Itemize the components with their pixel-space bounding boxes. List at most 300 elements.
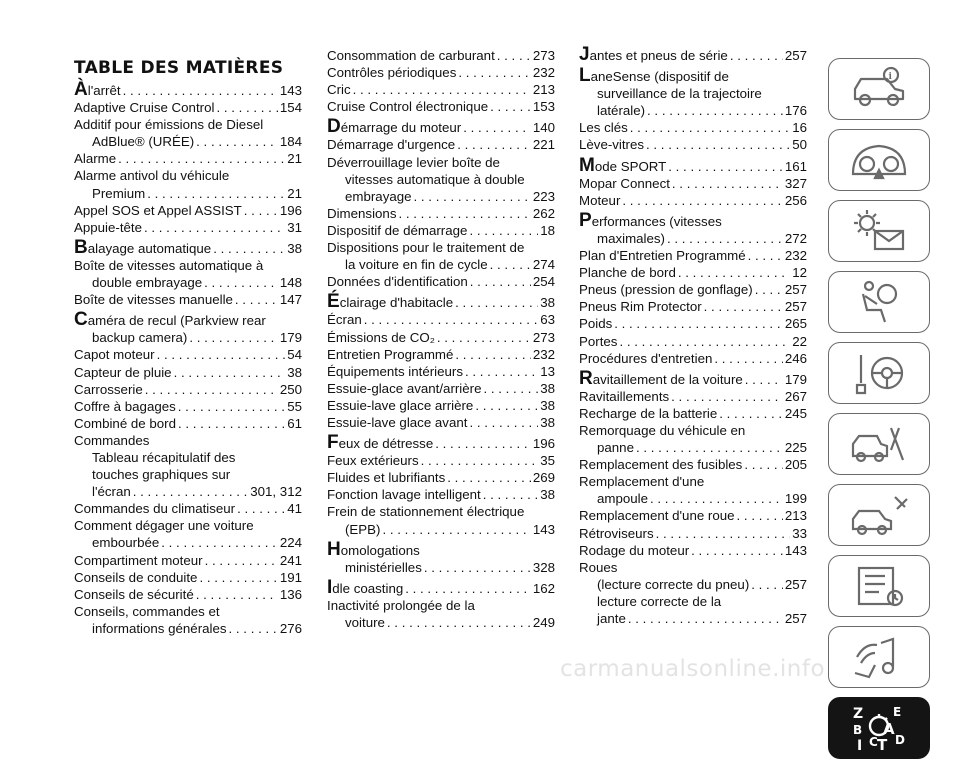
toc-line [74, 364, 302, 381]
toc-entry-label [579, 44, 728, 65]
dot-leader [619, 333, 790, 350]
page-number: 38 [287, 364, 302, 380]
toc-line [579, 473, 807, 490]
toc-line [579, 65, 807, 87]
index-letter-d: D [895, 733, 905, 747]
toc-entry [579, 525, 807, 542]
toc-entry-text: Entretien Programmé [327, 346, 454, 362]
index-letter-b: B [853, 723, 863, 737]
toc-line [327, 222, 555, 239]
dot-leader [133, 483, 248, 500]
toc-line [74, 449, 302, 466]
dot-leader [636, 439, 783, 456]
dashboard-warning-icon [847, 136, 911, 184]
toc-entry-text: Moteur [579, 192, 621, 208]
page-number: 35 [540, 453, 555, 469]
page-number: 199 [784, 491, 807, 507]
toc-line [74, 466, 302, 483]
toc-entry [579, 315, 807, 332]
toc-line [327, 291, 555, 313]
toc-entry-label [327, 397, 473, 414]
toc-entry-label [327, 81, 351, 98]
toc-line [327, 273, 555, 290]
toc-entry-label [597, 576, 749, 593]
toc-line [74, 415, 302, 432]
toc-entry-label [579, 422, 745, 439]
toc-entry-label [579, 525, 654, 542]
dot-leader [714, 350, 782, 367]
toc-entry [74, 291, 302, 308]
dot-leader [387, 614, 531, 631]
toc-entry-label [74, 116, 263, 133]
toc-line [579, 154, 807, 176]
toc-entry [74, 432, 302, 500]
page-number: 272 [784, 230, 807, 246]
toc-entry [74, 99, 302, 116]
dot-leader [147, 185, 285, 202]
toc-entry-label [327, 329, 435, 346]
toc-line [327, 239, 555, 256]
index-letter-a: A [883, 720, 895, 738]
page-number: 249 [532, 615, 555, 630]
toc-entry-label [327, 414, 467, 431]
toc-entry-text: surveillance de la trajectoire [597, 86, 762, 102]
page-number: 196 [279, 202, 302, 218]
dot-leader [671, 388, 783, 405]
toc-entry-label [327, 239, 524, 256]
toc-entry-label [92, 274, 202, 291]
dot-leader [678, 264, 790, 281]
toc-entry [327, 290, 555, 311]
toc-entry-text: ode SPORT [594, 158, 667, 174]
toc-entry [327, 64, 555, 81]
toc-entry-label [345, 171, 525, 188]
page-number: 143 [784, 542, 807, 558]
dot-leader [196, 133, 278, 150]
toc-line [579, 85, 807, 102]
toc-entry [327, 311, 555, 328]
toc-entry-text: Émissions de CO₂ [327, 329, 435, 345]
toc-entry-label [74, 257, 263, 274]
page-number: 176 [784, 103, 807, 119]
dot-leader [490, 98, 531, 115]
page-number: 38 [540, 487, 555, 503]
toc-entry-text: (lecture correcte du pneu) [597, 576, 750, 592]
toc-line [579, 44, 807, 65]
toc-entry-label [327, 538, 420, 560]
toc-entry-text: jante [597, 611, 626, 626]
toc-entry-text: Alarme antivol du véhicule [74, 168, 230, 184]
dot-leader [145, 381, 278, 398]
dot-leader [463, 119, 531, 136]
toc-entry [327, 205, 555, 222]
tab-index[interactable] [828, 697, 930, 759]
toc-line [327, 521, 555, 538]
toc-entry-text: Remplacement des fusibles [579, 457, 743, 473]
toc-entry-text: alayage automatique [87, 240, 212, 256]
toc-entry-text: Essuie-lave glace arrière [327, 397, 474, 413]
toc-entry-label [579, 507, 735, 524]
page-number: 274 [532, 257, 555, 273]
dot-leader [405, 580, 531, 597]
dot-leader [235, 291, 278, 308]
tab-multimedia[interactable] [828, 626, 930, 688]
page-number: 63 [540, 312, 555, 328]
page-number: 153 [532, 99, 555, 115]
toc-entry [74, 257, 302, 291]
toc-entry-label [345, 256, 488, 273]
toc-entry [74, 167, 302, 201]
toc-entry-text: dle coasting [332, 580, 404, 596]
toc-line [327, 380, 555, 397]
toc-initial-letter: D [327, 116, 341, 138]
toc-line [74, 534, 302, 551]
page-number: 257 [784, 282, 807, 298]
toc-entry [327, 81, 555, 98]
dot-leader [437, 329, 531, 346]
toc-line [579, 593, 807, 610]
index-letter-z: Z [853, 706, 864, 722]
toc-line [579, 192, 807, 209]
toc-entry-label [327, 222, 467, 239]
toc-entry-text: Planche de bord [579, 265, 676, 281]
toc-entry-label [579, 315, 612, 332]
dot-leader [205, 552, 278, 569]
dot-leader [458, 64, 530, 81]
toc-entry [74, 586, 302, 603]
toc-entry-label [597, 230, 665, 247]
toc-entry [579, 281, 807, 298]
page-number: 232 [532, 346, 555, 362]
page-number: 54 [287, 347, 302, 363]
page-number: 38 [540, 295, 555, 311]
toc-entry-label [92, 466, 230, 483]
toc-line [579, 388, 807, 405]
dot-leader [123, 82, 278, 99]
toc-line [74, 309, 302, 331]
page-number: 257 [784, 576, 807, 592]
toc-entry-text: Poids [579, 316, 613, 332]
toc-entry-label [579, 350, 712, 367]
tab-dashboard[interactable] [828, 129, 930, 191]
tab-lights-messages[interactable] [828, 200, 930, 262]
toc-entry-label [327, 64, 456, 81]
toc-entry [327, 414, 555, 431]
page-number: 213 [532, 82, 555, 98]
dot-leader [414, 188, 531, 205]
page-number: 50 [792, 137, 807, 153]
toc-line [579, 456, 807, 473]
toc-line [327, 136, 555, 153]
toc-line [74, 274, 302, 291]
toc-line [74, 603, 302, 620]
dot-leader [196, 586, 278, 603]
toc-line [327, 311, 555, 328]
tab-technical-specs[interactable] [828, 555, 930, 617]
toc-entry-label [74, 99, 214, 116]
page-number: 161 [784, 158, 807, 174]
toc-line [327, 397, 555, 414]
toc-line [74, 167, 302, 184]
toc-line [74, 569, 302, 586]
tab-emergency[interactable] [828, 413, 930, 475]
dot-leader [465, 363, 538, 380]
dot-leader [475, 397, 538, 414]
car-info-icon [847, 65, 911, 113]
dot-leader [189, 329, 277, 346]
page-number: 147 [279, 292, 302, 308]
toc-line [327, 116, 555, 138]
toc-entry-text: Les clés [579, 120, 628, 136]
page-number: 38 [540, 380, 555, 396]
page-number: 221 [532, 137, 555, 153]
toc-entry [327, 469, 555, 486]
page-number: 232 [532, 65, 555, 81]
toc-entry-text: latérale) [597, 103, 646, 119]
toc-entry-label [74, 552, 203, 569]
toc-line [579, 490, 807, 507]
toc-entry-text: Remplacement d'une [579, 474, 705, 490]
toc-entry [579, 507, 807, 524]
tow-breakdown-icon [847, 420, 911, 468]
page-number: 256 [784, 192, 807, 208]
toc-initial-letter: C [74, 309, 88, 331]
toc-entry [579, 559, 807, 627]
toc-line [579, 422, 807, 439]
toc-entry-label [74, 202, 242, 219]
toc-entry-text: ministérielles [345, 559, 422, 575]
page-number: 162 [532, 580, 555, 596]
toc-entry-label [74, 219, 142, 236]
toc-initial-letter: L [579, 65, 591, 87]
toc-entry-text: Consommation de carburant [327, 48, 495, 63]
toc-line [327, 188, 555, 205]
airbag-seat-icon [847, 278, 911, 326]
toc-entry-label [579, 209, 722, 231]
toc-entry-label [327, 469, 445, 486]
toc-entry [327, 452, 555, 469]
toc-entry-text: Adaptive Cruise Control [74, 100, 215, 116]
toc-entry-label [74, 500, 235, 517]
specs-checklist-icon [847, 562, 911, 610]
toc-entry-text: Conseils de sécurité [74, 586, 194, 602]
toc-entry [327, 222, 555, 239]
toc-initial-letter: À [74, 79, 88, 100]
toc-entry [327, 273, 555, 290]
toc-entry-text: l'arrêt [87, 83, 121, 98]
toc-entry [579, 388, 807, 405]
tab-starting-driving[interactable] [828, 342, 930, 404]
toc-line [327, 154, 555, 171]
toc-entry [327, 98, 555, 115]
toc-entry-text: Remplacement d'une roue [579, 508, 735, 524]
toc-entry-label [327, 311, 362, 328]
toc-entry-text: Rétroviseurs [579, 525, 654, 541]
toc-entry-text: Démarrage d'urgence [327, 137, 456, 153]
toc-column-2 [327, 47, 555, 631]
dot-leader [144, 219, 285, 236]
page-number: 250 [279, 381, 302, 397]
toc-entry-label [597, 593, 721, 610]
tab-vehicle-info[interactable] [828, 58, 930, 120]
toc-entry-label [579, 298, 702, 315]
toc-entry-text: Remorquage du véhicule en [579, 422, 746, 438]
toc-entry [579, 264, 807, 281]
toc-entry [74, 603, 302, 637]
toc-line [327, 559, 555, 576]
toc-entry-text: Coffre à bagages [74, 398, 176, 414]
toc-entry [74, 116, 302, 150]
toc-entry-text: omologations [340, 542, 420, 558]
dot-leader [469, 222, 538, 239]
page-number: 21 [287, 185, 302, 201]
toc-entry [579, 333, 807, 350]
tab-safety[interactable] [828, 271, 930, 333]
toc-entry-label [327, 47, 495, 64]
page-number: 257 [784, 48, 807, 63]
toc-line [327, 329, 555, 346]
toc-line [74, 150, 302, 167]
toc-entry-text: aneSense (dispositif de [590, 69, 729, 85]
dot-leader [455, 294, 538, 311]
toc-line [327, 432, 555, 454]
dot-leader [755, 281, 783, 298]
toc-line [74, 79, 302, 100]
toc-line [74, 586, 302, 603]
toc-entry-label [327, 346, 453, 363]
toc-entry [579, 350, 807, 367]
page-number: 246 [784, 350, 807, 366]
toc-line [327, 414, 555, 431]
tab-maintenance[interactable] [828, 484, 930, 546]
toc-entry [579, 247, 807, 264]
toc-entry [327, 346, 555, 363]
dot-leader [704, 298, 783, 315]
toc-entry-text: Capteur de pluie [74, 364, 172, 380]
toc-entry-text: Tableau récapitulatif des [92, 449, 236, 465]
dot-leader [470, 273, 531, 290]
dot-leader [157, 346, 286, 363]
dot-leader [469, 414, 538, 431]
toc-line [579, 610, 807, 627]
index-letter-t: T [877, 736, 888, 752]
toc-entry-label [579, 281, 753, 298]
multimedia-icon [847, 633, 911, 681]
toc-entry-label [74, 586, 194, 603]
page-number: 154 [279, 100, 302, 116]
toc-line [327, 597, 555, 614]
dot-leader [647, 102, 783, 119]
dot-leader [483, 380, 538, 397]
toc-line [579, 405, 807, 422]
toc-entry-text: Boîte de vitesses manuelle [74, 292, 233, 308]
toc-entry-text: Fonction lavage intelligent [327, 487, 481, 503]
toc-entry-label [74, 236, 212, 258]
toc-entry-text: eux de détresse [338, 436, 434, 452]
toc-entry-label [92, 534, 159, 551]
toc-line [74, 329, 302, 346]
toc-entry-label [92, 483, 131, 500]
toc-line [327, 346, 555, 363]
toc-entry [74, 364, 302, 381]
toc-entry [327, 486, 555, 503]
dot-leader [490, 256, 531, 273]
toc-entry [327, 363, 555, 380]
toc-line [579, 209, 807, 231]
toc-line [579, 119, 807, 136]
dot-leader [178, 415, 285, 432]
toc-line [579, 281, 807, 298]
toc-line [579, 350, 807, 367]
toc-entry-text: double embrayage [92, 275, 203, 291]
toc-line [579, 102, 807, 119]
toc-entry-text: Déverrouillage levier boîte de [327, 154, 500, 170]
toc-entry [579, 422, 807, 456]
toc-line [327, 486, 555, 503]
dot-leader [447, 469, 531, 486]
index-letter-e: E [893, 705, 902, 719]
page-number: 18 [540, 222, 555, 238]
toc-entry-text: Données d'identification [327, 274, 468, 290]
dot-leader [398, 205, 530, 222]
toc-line [327, 81, 555, 98]
toc-entry-label [579, 405, 717, 422]
toc-line [579, 439, 807, 456]
index-letters-icon [847, 704, 911, 752]
toc-line [74, 517, 302, 534]
toc-entry-label [74, 291, 233, 308]
toc-entry [74, 219, 302, 236]
toc-entry-text: Pneus Rim Protector [579, 299, 702, 315]
toc-line [327, 363, 555, 380]
dot-leader [421, 452, 539, 469]
toc-entry [327, 538, 555, 576]
toc-entry [327, 597, 555, 631]
toc-entry-text: Commandes du climatiseur [74, 501, 236, 517]
toc-initial-letter: I [327, 576, 333, 598]
dot-leader [745, 371, 783, 388]
toc-entry [327, 380, 555, 397]
toc-entry-text: Compartiment moteur [74, 552, 203, 568]
toc-entry-label [579, 456, 742, 473]
page-number: 245 [784, 405, 807, 421]
toc-entry-text: Ravitaillements [579, 388, 670, 404]
toc-entry-text: Pneus (pression de gonflage) [579, 282, 753, 298]
page-number: 38 [540, 397, 555, 413]
toc-line [74, 398, 302, 415]
toc-entry [327, 397, 555, 414]
toc-entry [74, 398, 302, 415]
dot-leader [646, 136, 790, 153]
page-number: 16 [792, 120, 807, 136]
toc-entry [579, 405, 807, 422]
toc-line [327, 98, 555, 115]
page-number: 273 [532, 48, 555, 63]
toc-entry-label [345, 188, 412, 205]
toc-entry-text: informations générales [92, 620, 227, 636]
toc-line [327, 452, 555, 469]
toc-entry [579, 456, 807, 473]
toc-line [74, 185, 302, 202]
dot-leader [382, 521, 530, 538]
toc-entry-text: Recharge de la batterie [579, 405, 718, 421]
toc-entry-label [579, 119, 628, 136]
dot-leader [630, 119, 790, 136]
toc-entry [327, 239, 555, 273]
page-number: 38 [287, 240, 302, 256]
toc-entry-label [579, 65, 729, 87]
toc-line [74, 483, 302, 500]
